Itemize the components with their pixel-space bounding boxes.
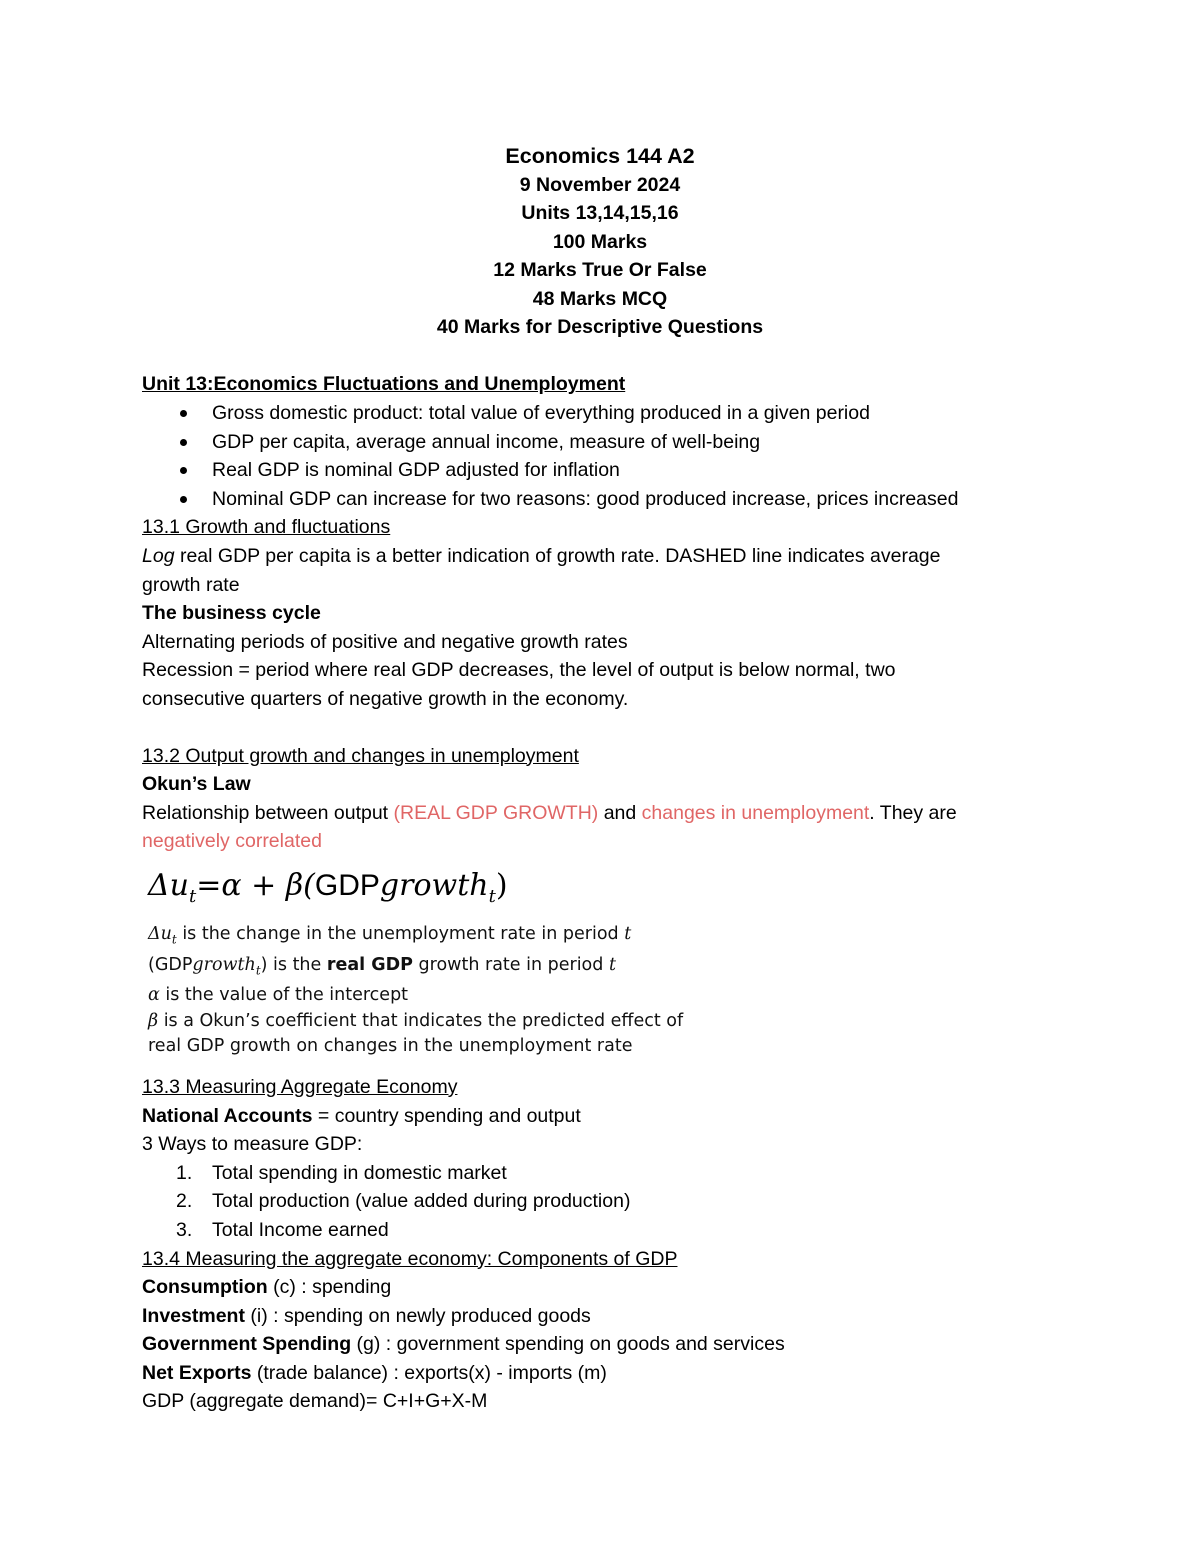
okun-relationship-line: Relationship between output (REAL GDP GROWTH) and changes in unemployment. They are xyxy=(142,801,957,824)
net-exports-line: Net Exports (trade balance) : exports(x) - imports (m) xyxy=(142,1361,607,1384)
definition-line: $\Delta u_t$ is the change in the unemployment rate in period t xyxy=(148,923,632,947)
bullet-icon xyxy=(180,496,187,503)
definition-line: α is the value of the intercept xyxy=(148,985,409,1006)
section-13-2-heading: 13.2 Output growth and changes in unemployment xyxy=(142,744,579,767)
definition-line: (GDPgrowth$_t$) is the real GDP growth rate in period t xyxy=(148,954,616,978)
list-item: 2. Total production (value added during production) xyxy=(176,1190,631,1213)
list-item: 3. Total Income earned xyxy=(176,1218,389,1241)
document-header xyxy=(0,141,1200,341)
national-accounts-line: National Accounts = country spending and output xyxy=(142,1104,581,1127)
okun-formula-image: $\Delta u_t=\alpha$ + β(GDPgrowth$_t$) xyxy=(148,867,508,907)
list-item: Real GDP is nominal GDP adjusted for inflation xyxy=(142,456,1072,485)
government-spending-line: Government Spending (g) : government spending on goods and services xyxy=(142,1333,785,1356)
unit13-bullet-list xyxy=(142,399,1072,513)
log-gdp-line: Log real GDP per capita is a better indication of growth rate. DASHED line indicates average xyxy=(142,545,941,567)
investment-line: Investment (i) : spending on newly produced goods xyxy=(142,1304,591,1327)
bullet-icon xyxy=(180,439,187,446)
exam-units: Units 13,14,15,16 xyxy=(521,202,679,225)
log-gdp-line-2: growth rate xyxy=(142,573,240,596)
exam-date: 9 November 2024 xyxy=(519,174,681,196)
consumption-line: Consumption (c) : spending xyxy=(142,1276,392,1299)
unit13-heading: Unit 13:Economics Fluctuations and Unemployment xyxy=(142,373,626,396)
okun-relationship-line-2: negatively correlated xyxy=(142,830,322,853)
true-false-marks: 12 Marks True Or False xyxy=(493,259,707,282)
section-13-3-heading: 13.3 Measuring Aggregate Economy xyxy=(142,1075,458,1098)
okun-definitions-image xyxy=(142,922,1072,1059)
section-13-1-heading: 13.1 Growth and fluctuations xyxy=(142,516,391,539)
total-marks: 100 Marks xyxy=(552,230,648,253)
recession-line-2: consecutive quarters of negative growth in the economy. xyxy=(142,687,629,710)
recession-line-1: Recession = period where real GDP decreases, the level of output is below normal, two xyxy=(142,659,896,682)
business-cycle-text: Alternating periods of positive and negative growth rates xyxy=(142,630,628,653)
list-item: 1. Total spending in domestic market xyxy=(176,1161,507,1184)
bullet-icon xyxy=(180,467,187,474)
business-cycle-heading: The business cycle xyxy=(142,602,321,625)
list-item: Gross domestic product: total value of everything produced in a given period xyxy=(142,399,1072,428)
list-item: GDP per capita, average annual income, measure of well-being xyxy=(142,428,1072,457)
ways-to-measure-line: 3 Ways to measure GDP: xyxy=(142,1133,363,1156)
descriptive-marks: 40 Marks for Descriptive Questions xyxy=(436,316,764,339)
section-13-4-heading: 13.4 Measuring the aggregate economy: Components of GDP xyxy=(142,1247,678,1270)
list-item: Nominal GDP can increase for two reasons: good produced increase, prices increased xyxy=(142,485,1072,514)
definition-line: real GDP growth on changes in the unemployment rate xyxy=(148,1035,633,1056)
okuns-law-heading: Okun’s Law xyxy=(142,773,251,796)
definition-line: β is a Okun’s coefficient that indicates the predicted effect of xyxy=(148,1010,684,1031)
mcq-marks: 48 Marks MCQ xyxy=(532,287,668,310)
gdp-formula-line: GDP (aggregate demand)= C+I+G+X-M xyxy=(142,1390,488,1413)
document-title: Economics 144 A2 xyxy=(505,144,695,168)
document-content xyxy=(142,141,1072,1416)
gdp-methods-list xyxy=(142,1159,1072,1245)
bullet-icon xyxy=(180,410,187,417)
